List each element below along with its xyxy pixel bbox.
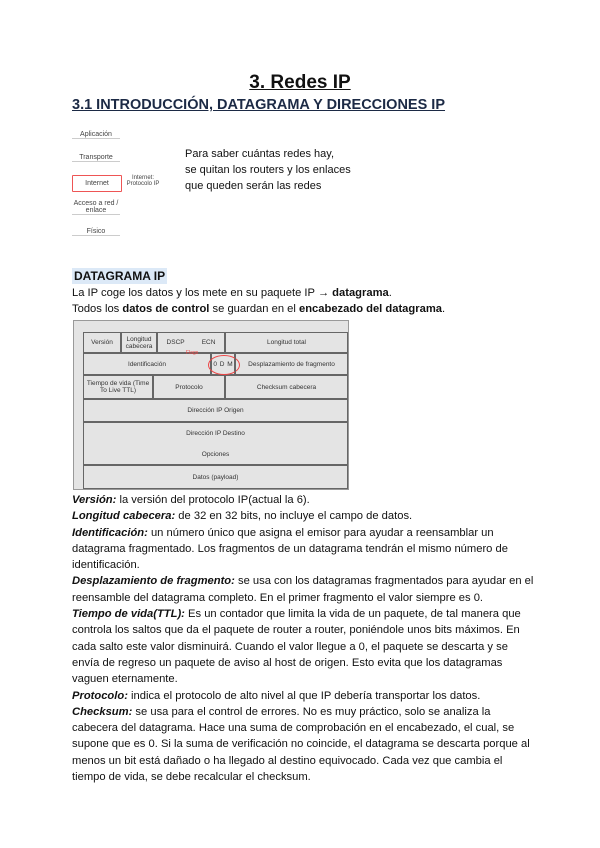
field-desc: Checksum: se usa para el control de errores. No es muy práctico, solo se analiza la cabecera del datagrama. Hace una suma de comprobación en el encabezado, el cual, se supone que es 0. Si la suma de verificación no coincide, el datagrama se descarta porque al menos un bit está dañado o ha llegado al destino equivocado. Cada vez que cambia el tiempo de vida, se debe recalcular el checksum. xyxy=(72,705,530,784)
note-line: que queden serán las redes xyxy=(185,180,322,192)
field-descriptions xyxy=(72,492,534,785)
cell-flags: 0 D M xyxy=(211,353,235,375)
layer-physical: Físico xyxy=(72,228,120,236)
side-note xyxy=(185,146,351,194)
cell-dscp-ecn: DSCP ECN xyxy=(157,332,225,353)
field-desc: Desplazamiento de fragmento: se usa con los datagramas fragmentados para ayudar en el reensamble del datagrama completo. En el primer fragmento el valor siempre es 0. xyxy=(72,575,534,604)
layer-transport: Transporte xyxy=(72,154,120,162)
cell-identification: Identificación xyxy=(83,353,211,375)
cell-data: Datos (payload) xyxy=(83,465,348,489)
layer-note: Internet: Protocolo IP xyxy=(126,175,160,187)
section-heading: 3.1 INTRODUCCIÓN, DATAGRAMA Y DIRECCIONES IP xyxy=(72,97,446,113)
layer-link: Acceso a red / enlace xyxy=(73,200,119,214)
layer-application: Aplicación xyxy=(72,131,120,139)
field-desc: Versión: la versión del protocolo IP(actual la 6). xyxy=(72,494,310,506)
cell-ttl: Tiempo de vida (Time To Live TTL) xyxy=(83,375,153,399)
cell-total-length: Longitud total xyxy=(225,332,348,353)
datagram-heading: DATAGRAMA IP xyxy=(74,269,166,283)
cell-options: Opciones xyxy=(83,444,348,465)
cell-protocol: Protocolo xyxy=(153,375,225,399)
field-desc: Identificación: un número único que asigna el emisor para ayudar a reensamblar un datagrama fragmentado. Los fragmentos de un datagrama tendrán el mismo número de identificación. xyxy=(72,526,508,572)
cell-version: Versión xyxy=(83,332,121,353)
intro-line-1: La IP coge los datos y los mete en su paquete IP → datagrama. xyxy=(72,287,392,299)
cell-ihl: Longitud cabecera xyxy=(121,332,157,353)
field-desc: Tiempo de vida(TTL): Es un contador que limita la vida de un paquete, de tal manera que controla los saltos que da el paquete de router a router, poniéndole unos bits máximos. En cada salto este valor disminuirá. Cuando el valor llegue a 0, el paquete se descarta y se envía de regreso un paquete de aviso al host de origen. Esto evita que los datagramas vaguen eternamente. xyxy=(72,608,521,686)
cell-checksum: Checksum cabecera xyxy=(225,375,348,399)
page-title: 3. Redes IP xyxy=(249,72,351,93)
note-line: se quitan los routers y los enlaces xyxy=(185,164,351,176)
layer-internet: Internet xyxy=(72,175,122,192)
cell-source-ip: Dirección IP Origen xyxy=(83,399,348,422)
ip-header-table xyxy=(73,320,349,490)
field-desc: Longitud cabecera: de 32 en 32 bits, no incluye el campo de datos. xyxy=(72,510,413,523)
field-desc: Protocolo: indica el protocolo de alto nivel al que IP debería transportar los datos. xyxy=(72,689,481,702)
note-line: Para saber cuántas redes hay, xyxy=(185,148,334,160)
cell-fragment-offset: Desplazamiento de fragmento xyxy=(235,353,348,375)
flags-annotation: Flags xyxy=(186,350,199,356)
cell-dest-ip: Dirección IP Destino xyxy=(83,422,348,444)
intro-line-2: Todos los datos de control se guardan en el encabezado del datagrama. xyxy=(72,303,446,315)
